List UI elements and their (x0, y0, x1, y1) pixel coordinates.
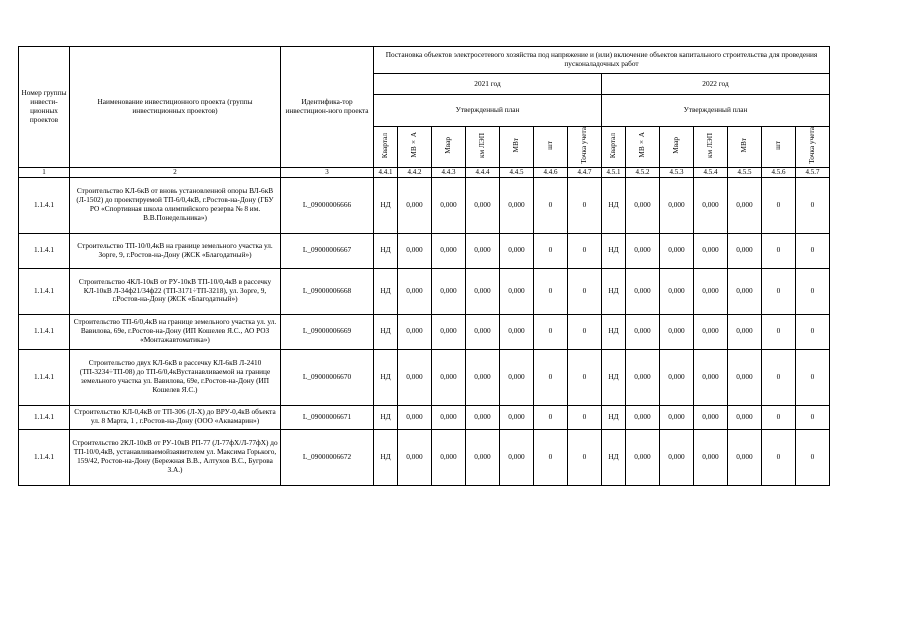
unit-header-2021-point (568, 127, 602, 168)
group-number-cell: 1.1.4.1 (19, 314, 70, 349)
project-name-cell: Строительство ТП-10/0,4кВ на границе земельного участка ул. Зорге, 9, г.Ростов-на-Дону (ЖСК «Благодатный») (70, 233, 281, 268)
unit-header-2022-km (694, 127, 728, 168)
group-num-header: Номер группы инвести-ционных проектов (19, 47, 70, 168)
value-cell-2022: 0,000 (626, 233, 660, 268)
value-cell-2021: 0,000 (432, 349, 466, 405)
value-cell-2021: 0,000 (466, 349, 500, 405)
unit-label: МВт (739, 138, 749, 153)
value-cell-2022: 0 (796, 177, 830, 233)
value-cell-2021: НД (374, 405, 398, 429)
value-cell-2022: 0,000 (626, 405, 660, 429)
table-row (19, 429, 830, 485)
value-cell-2022: 0,000 (660, 177, 694, 233)
value-cell-2022: 0 (796, 268, 830, 314)
unit-label: км ЛЭП (705, 132, 715, 158)
unit-header-2021-mva (398, 127, 432, 168)
unit-label: км ЛЭП (477, 132, 487, 158)
value-cell-2022: НД (602, 268, 626, 314)
project-name-cell: Строительство ТП-6/0,4кВ на границе земельного участка ул. ул. Вавилова, 69е, г.Ростов-на-Дону (ИП Кошелев Я.С., АО РОЗ «Монтажавтоматика») (70, 314, 281, 349)
value-cell-2021: 0,000 (466, 405, 500, 429)
value-cell-2022: 0 (796, 349, 830, 405)
unit-header-2021-km (466, 127, 500, 168)
value-cell-2021: 0 (534, 268, 568, 314)
value-cell-2021: 0,000 (500, 405, 534, 429)
column-number: 4.4.5 (500, 167, 534, 177)
value-cell-2021: 0,000 (432, 314, 466, 349)
unit-header-2022-pcs (762, 127, 796, 168)
value-cell-2022: НД (602, 314, 626, 349)
column-number: 4.5.7 (796, 167, 830, 177)
value-cell-2021: 0 (568, 314, 602, 349)
value-cell-2021: 0,000 (500, 429, 534, 485)
unit-label: шт (773, 140, 783, 150)
value-cell-2021: 0,000 (398, 233, 432, 268)
table-row (19, 405, 830, 429)
value-cell-2021: 0,000 (466, 429, 500, 485)
project-id-cell: L_09000006668 (281, 268, 374, 314)
value-cell-2022: 0 (762, 177, 796, 233)
column-number: 1 (19, 167, 70, 177)
column-number: 3 (281, 167, 374, 177)
unit-header-2021-mw (500, 127, 534, 168)
group-number-cell: 1.1.4.1 (19, 233, 70, 268)
value-cell-2021: НД (374, 314, 398, 349)
value-cell-2021: 0,000 (500, 349, 534, 405)
value-cell-2022: НД (602, 349, 626, 405)
value-cell-2022: 0 (796, 405, 830, 429)
value-cell-2021: 0,000 (432, 429, 466, 485)
group-number-cell: 1.1.4.1 (19, 177, 70, 233)
unit-header-2021-mvar (432, 127, 466, 168)
value-cell-2022: 0,000 (728, 177, 762, 233)
project-name-cell: Строительство 4КЛ-10кВ от РУ-10кВ ТП-10/0,4кВ в рассечку КЛ-10кВ Л-34ф21/34ф22 (ТП-3171÷ТП-3218), ул. Зорге, 9, г.Ростов-на-Дону (ЖСК «Благодатный») (70, 268, 281, 314)
value-cell-2021: 0,000 (500, 177, 534, 233)
column-numbers-row (19, 167, 830, 177)
column-number: 4.4.6 (534, 167, 568, 177)
unit-label: Квартал (608, 132, 618, 158)
project-name-cell: Строительство КЛ-6кВ от вновь установленной опоры ВЛ-6кВ (Л-1502) до проектируемой ТП-6/0,4кВ, г.Ростов-на-Дону (ГБУ РО «Спортивная школа олимпийского резерва № 8 им. В.В.Понедельника») (70, 177, 281, 233)
column-number: 4.5.5 (728, 167, 762, 177)
value-cell-2022: НД (602, 429, 626, 485)
value-cell-2022: 0,000 (660, 314, 694, 349)
value-cell-2022: 0,000 (660, 429, 694, 485)
value-cell-2022: 0,000 (626, 314, 660, 349)
project-id-cell: L_09000006667 (281, 233, 374, 268)
project-name-cell: Строительство двух КЛ-6кВ в рассечку КЛ-6кВ Л-2410 (ТП-3234÷ТП-08) до ТП-6/0,4кВустанавливаемой на границе земельного участка ул. Вавилова, 69е, г.Ростов-на-Дону (ИП Кошелев Я.С.) (70, 349, 281, 405)
unit-label: МВт (511, 138, 521, 153)
value-cell-2021: НД (374, 349, 398, 405)
value-cell-2021: 0,000 (466, 177, 500, 233)
project-id-cell: L_09000006671 (281, 405, 374, 429)
unit-header-2022-mvar (660, 127, 694, 168)
value-cell-2022: 0,000 (728, 429, 762, 485)
value-cell-2022: 0,000 (660, 405, 694, 429)
value-cell-2021: 0 (568, 268, 602, 314)
table-row (19, 268, 830, 314)
value-cell-2021: 0 (534, 349, 568, 405)
value-cell-2022: 0,000 (694, 349, 728, 405)
value-cell-2021: 0,000 (500, 233, 534, 268)
value-cell-2022: 0,000 (728, 233, 762, 268)
value-cell-2022: 0,000 (694, 177, 728, 233)
year-2021-header: 2021 год (374, 74, 602, 95)
value-cell-2021: 0,000 (398, 177, 432, 233)
goal-header: Постановка объектов электросетевого хозяйства под напряжение и (или) включение объектов капитального строительства для проведения пусконаладочных работ (374, 47, 830, 74)
value-cell-2021: 0,000 (500, 314, 534, 349)
value-cell-2022: 0 (796, 314, 830, 349)
value-cell-2021: 0 (568, 405, 602, 429)
value-cell-2022: 0 (762, 268, 796, 314)
table-row (19, 314, 830, 349)
value-cell-2021: 0,000 (432, 233, 466, 268)
unit-label: Точка учета (579, 127, 589, 164)
value-cell-2021: 0 (534, 233, 568, 268)
value-cell-2022: 0,000 (694, 314, 728, 349)
table-row (19, 177, 830, 233)
value-cell-2021: 0,000 (466, 233, 500, 268)
value-cell-2022: 0 (762, 233, 796, 268)
value-cell-2021: 0,000 (466, 268, 500, 314)
column-number: 2 (70, 167, 281, 177)
value-cell-2022: 0,000 (660, 349, 694, 405)
value-cell-2021: 0,000 (398, 429, 432, 485)
value-cell-2021: 0 (534, 314, 568, 349)
value-cell-2021: НД (374, 268, 398, 314)
value-cell-2022: 0,000 (728, 349, 762, 405)
unit-label: шт (545, 140, 555, 150)
project-id-cell: L_09000006670 (281, 349, 374, 405)
value-cell-2022: 0,000 (728, 405, 762, 429)
value-cell-2021: 0,000 (432, 268, 466, 314)
value-cell-2021: 0 (568, 349, 602, 405)
value-cell-2022: 0 (762, 314, 796, 349)
column-number: 4.5.6 (762, 167, 796, 177)
table-header (19, 47, 830, 178)
unit-header-2021-quarter (374, 127, 398, 168)
value-cell-2021: 0,000 (398, 314, 432, 349)
value-cell-2021: 0 (568, 177, 602, 233)
value-cell-2021: 0,000 (398, 405, 432, 429)
value-cell-2021: 0,000 (398, 349, 432, 405)
value-cell-2022: 0,000 (694, 268, 728, 314)
value-cell-2021: 0 (534, 177, 568, 233)
column-number: 4.5.1 (602, 167, 626, 177)
unit-label: МВ×А (637, 132, 647, 159)
value-cell-2021: 0 (534, 405, 568, 429)
unit-label: МВ×А (409, 132, 419, 159)
unit-header-2022-mva (626, 127, 660, 168)
value-cell-2022: 0,000 (660, 268, 694, 314)
unit-label: Мвар (671, 136, 681, 154)
unit-label: Точка учета (807, 127, 817, 164)
column-number: 4.5.4 (694, 167, 728, 177)
unit-header-2022-mw (728, 127, 762, 168)
value-cell-2021: 0,000 (466, 314, 500, 349)
value-cell-2022: 0,000 (626, 429, 660, 485)
unit-header-2022-point (796, 127, 830, 168)
value-cell-2022: 0,000 (626, 177, 660, 233)
value-cell-2021: 0 (568, 429, 602, 485)
investment-projects-table (18, 46, 830, 486)
value-cell-2022: НД (602, 177, 626, 233)
unit-label: Мвар (443, 136, 453, 154)
value-cell-2021: 0 (534, 429, 568, 485)
table-row (19, 349, 830, 405)
value-cell-2022: 0 (762, 429, 796, 485)
column-number: 4.4.1 (374, 167, 398, 177)
column-number: 4.4.2 (398, 167, 432, 177)
group-number-cell: 1.1.4.1 (19, 349, 70, 405)
project-id-cell: L_09000006669 (281, 314, 374, 349)
value-cell-2022: 0,000 (728, 314, 762, 349)
year-2022-header: 2022 год (602, 74, 830, 95)
project-id-cell: L_09000006666 (281, 177, 374, 233)
value-cell-2022: 0,000 (626, 268, 660, 314)
group-number-cell: 1.1.4.1 (19, 268, 70, 314)
column-number: 4.5.2 (626, 167, 660, 177)
value-cell-2021: НД (374, 233, 398, 268)
value-cell-2022: НД (602, 405, 626, 429)
value-cell-2022: 0 (796, 233, 830, 268)
value-cell-2021: НД (374, 429, 398, 485)
value-cell-2022: 0,000 (660, 233, 694, 268)
value-cell-2022: 0,000 (694, 405, 728, 429)
value-cell-2021: 0,000 (398, 268, 432, 314)
value-cell-2022: 0 (762, 349, 796, 405)
column-number: 4.4.7 (568, 167, 602, 177)
table-row (19, 233, 830, 268)
project-name-cell: Строительство 2КЛ-10кВ от РУ-10кВ РП-77 (Л-77фХ/Л-77фХ) до ТП-10/0,4кВ, устанавливаемойзаявителем ул. Максима Горького, 159/42, Ростов-на-Дону (Бережная В.В., Алтухов В.С., Бугрова З.А.) (70, 429, 281, 485)
value-cell-2021: 0,000 (432, 405, 466, 429)
value-cell-2022: 0,000 (694, 429, 728, 485)
table-body (19, 177, 830, 485)
column-number: 4.5.3 (660, 167, 694, 177)
column-number: 4.4.3 (432, 167, 466, 177)
value-cell-2021: 0,000 (432, 177, 466, 233)
value-cell-2022: 0,000 (728, 268, 762, 314)
group-number-cell: 1.1.4.1 (19, 429, 70, 485)
value-cell-2022: 0,000 (694, 233, 728, 268)
unit-header-2022-quarter (602, 127, 626, 168)
value-cell-2022: 0 (762, 405, 796, 429)
project-name-header: Наименование инвестиционного проекта (группы инвестиционных проектов) (70, 47, 281, 168)
value-cell-2022: 0,000 (626, 349, 660, 405)
identifier-header: Идентифика-тор инвестицион-ного проекта (281, 47, 374, 168)
group-number-cell: 1.1.4.1 (19, 405, 70, 429)
unit-header-2021-pcs (534, 127, 568, 168)
column-number: 4.4.4 (466, 167, 500, 177)
project-name-cell: Строительство КЛ-0,4кВ от ТП-306 (Л-Х) до ВРУ-0,4кВ объекта ул. 8 Марта, 1 , г.Ростов-на-Дону (ООО «Аквамарин») (70, 405, 281, 429)
plan-2022-header: Утвержденный план (602, 95, 830, 127)
value-cell-2021: 0 (568, 233, 602, 268)
value-cell-2022: 0 (796, 429, 830, 485)
value-cell-2021: 0,000 (500, 268, 534, 314)
value-cell-2021: НД (374, 177, 398, 233)
project-id-cell: L_09000006672 (281, 429, 374, 485)
plan-2021-header: Утвержденный план (374, 95, 602, 127)
unit-label: Квартал (380, 132, 390, 158)
value-cell-2022: НД (602, 233, 626, 268)
